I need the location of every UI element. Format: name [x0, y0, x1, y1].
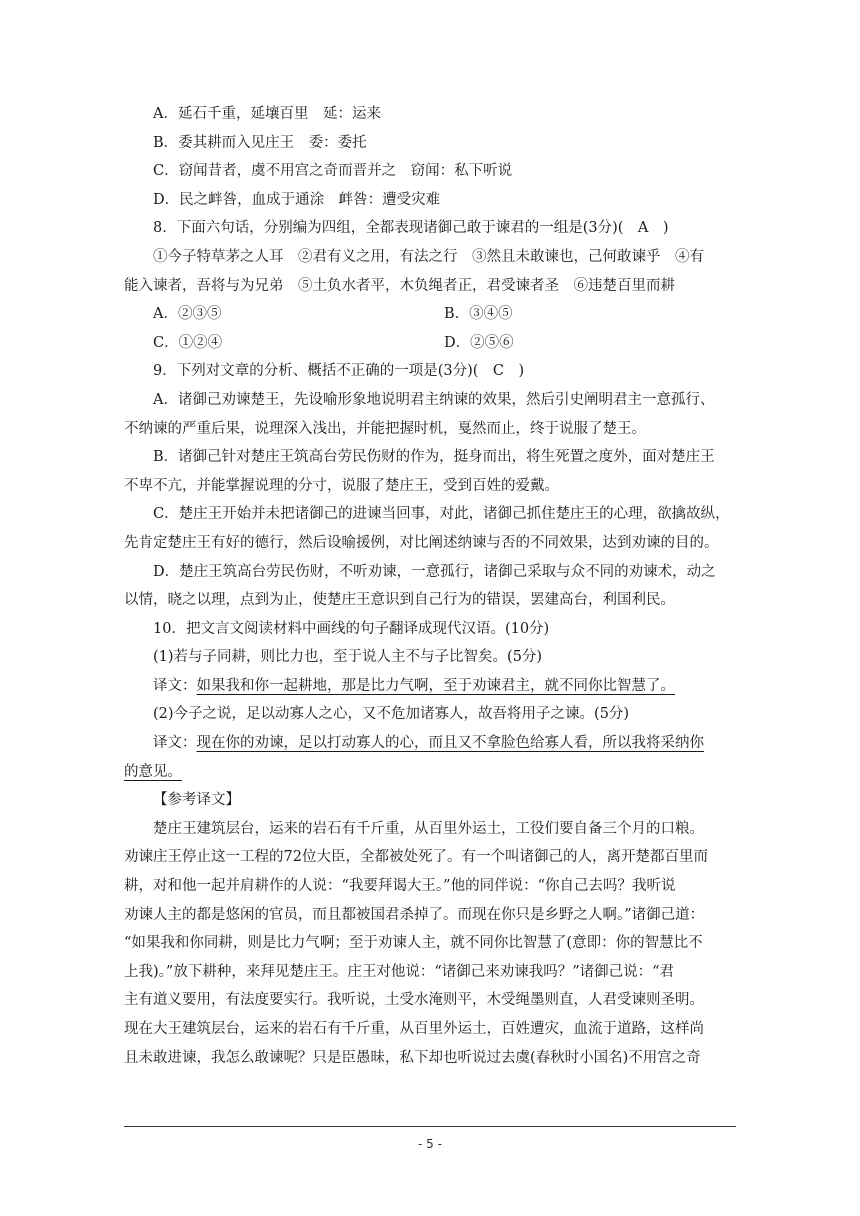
- translation-answer-1: 如果我和你一起耕地，那是比力气啊，至于劝谏君主，就不同你比智慧了。: [196, 677, 675, 694]
- reference-translation-title: 【参考译文】: [153, 792, 240, 809]
- footer-divider: [124, 1126, 736, 1127]
- q9-option-c-line2: 先肯定楚庄王有好的德行，然后设喻援例，对比阐述纳谏与否的不同效果，达到劝谏的目的。: [124, 534, 719, 551]
- q8-option-c: C．①②④: [153, 334, 223, 351]
- q9-option-d-line1: D．楚庄王筑高台劳民伤财，不听劝谏，一意孤行，诸御己采取与众不同的劝谏术，动之: [153, 563, 716, 580]
- question-8-sentences-line2: 能入谏者，吾将与为兄弟 ⑤土负水者平，木负绳者正，君受谏者圣 ⑥违楚百里而耕: [124, 277, 675, 294]
- q9-option-b-line1: B．诸御己针对楚庄王筑高台劳民伤财的作为，挺身而出，将生死置之度外，面对楚庄王: [153, 449, 715, 466]
- reference-paragraph-line: 劝谏人主的都是悠闲的官员，而且都被国君杀掉了。而现在你只是乡野之人啊。”诸御己道：: [124, 906, 705, 923]
- option-a-line: A．延石千重，延壤百里 延：运来: [153, 106, 381, 122]
- reference-paragraph-line: 且未敢进谏，我怎么敢谏呢？只是臣愚昧，私下却也听说过去虞(春秋时小国名)不用宫之奇: [124, 1049, 701, 1066]
- question-8-sentences-line1: ①今子特草茅之人耳 ②君有义之用，有法之行 ③然且未敢谏也，己何敢谏乎 ④有: [153, 248, 704, 265]
- translation-answer-2-cont: 的意见。: [124, 763, 182, 780]
- q8-option-a: A．②③⑤: [153, 306, 222, 323]
- q9-option-a-line1: A．诸御己劝谏楚王，先设喻形象地说明君主纳谏的效果，然后引史阐明君主一意孤行、: [153, 391, 715, 408]
- question-8-options-row1: [124, 300, 736, 329]
- reference-paragraph-line: 楚庄王建筑层台，运来的岩石有千斤重，从百里外运土，工役们要自备三个月的口粮。: [153, 820, 704, 837]
- translation-label: 译文：: [153, 677, 197, 694]
- question-8: 8．下面六句话，分别编为四组，全都表现诸御己敢于谏君的一组是(3分)( A ): [153, 220, 669, 237]
- page-content: [124, 100, 736, 1072]
- translation-label: 译文：: [153, 735, 197, 752]
- q9-option-b-line2: 不卑不亢，并能掌握说理的分寸，说服了楚庄王，受到百姓的爱戴。: [124, 477, 559, 494]
- reference-paragraph-line: 上我)。”放下耕种，来拜见楚庄王。庄王对他说：“诸御己来劝谏我吗？”诸御己说：“君: [124, 963, 675, 980]
- q10-item-1: (1)若与子同耕，则比力也，至于说人主不与子比智矣。(5分): [153, 649, 543, 666]
- reference-paragraph-line: 现在大王建筑层台，运来的岩石有千斤重，从百里外运土，百姓遭灾，血流于道路，这样尚: [124, 1021, 704, 1037]
- q10-item-1-answer: [124, 672, 736, 701]
- q9-option-c-line1: C．楚庄王开始并未把诸御己的进谏当回事，对此，诸御己抓住楚庄王的心理，欲擒故纵，: [153, 506, 730, 523]
- q10-item-2: (2)今子之说，足以动寡人之心，又不危加诸寡人，故吾将用子之谏。(5分): [153, 706, 630, 723]
- q8-option-d: D．②⑤⑥: [444, 334, 514, 351]
- reference-paragraph-line: 劝谏庄王停止这一工程的72位大臣，全都被处死了。有一个叫诸御己的人，离开楚都百里而: [124, 849, 708, 866]
- page-number: - 5 -: [418, 1137, 442, 1151]
- q9-option-d-line2: 以情，晓之以理，点到为止，使楚庄王意识到自己行为的错误，罢建高台，利国利民。: [124, 592, 675, 609]
- option-c-line: C．窃闻昔者，虞不用宫之奇而晋并之 窃闻：私下听说: [153, 163, 513, 180]
- reference-paragraph-line: 耕，对和他一起并肩耕作的人说：“我要拜谒大王。”他的同伴说：“你自己去吗？我听说: [124, 878, 676, 895]
- option-b-line: B．委其耕而入见庄王 委：委托: [153, 134, 367, 151]
- reference-paragraph-line: 主有道义要用，有法度要实行。我听说，土受水淹则平，木受绳墨则直，人君受谏则圣明。: [124, 992, 704, 1009]
- question-10: 10．把文言文阅读材料中画线的句子翻译成现代汉语。(10分): [153, 620, 550, 637]
- q9-option-a-line2: 不纳谏的严重后果，说理深入浅出，并能把握时机，戛然而止，终于说服了楚王。: [124, 420, 646, 437]
- translation-answer-2: 现在你的劝谏，足以打动寡人的心，而且又不拿脸色给寡人看，所以我将采纳你: [196, 735, 704, 752]
- reference-paragraph-line: “如果我和你同耕，则是比力气啊；至于劝谏人主，就不同你比智慧了(意即：你的智慧比不: [124, 935, 703, 952]
- option-d-line: D．民之衅咎，血成于通涂 衅咎：遭受灾难: [153, 191, 441, 208]
- question-8-options-row2: [124, 329, 736, 358]
- q8-option-b: B．③④⑤: [444, 306, 513, 323]
- question-9: 9．下列对文章的分析、概括不正确的一项是(3分)( C ): [153, 363, 525, 380]
- q10-item-2-answer: [124, 729, 736, 758]
- q10-item-2-answer-cont: [124, 758, 736, 787]
